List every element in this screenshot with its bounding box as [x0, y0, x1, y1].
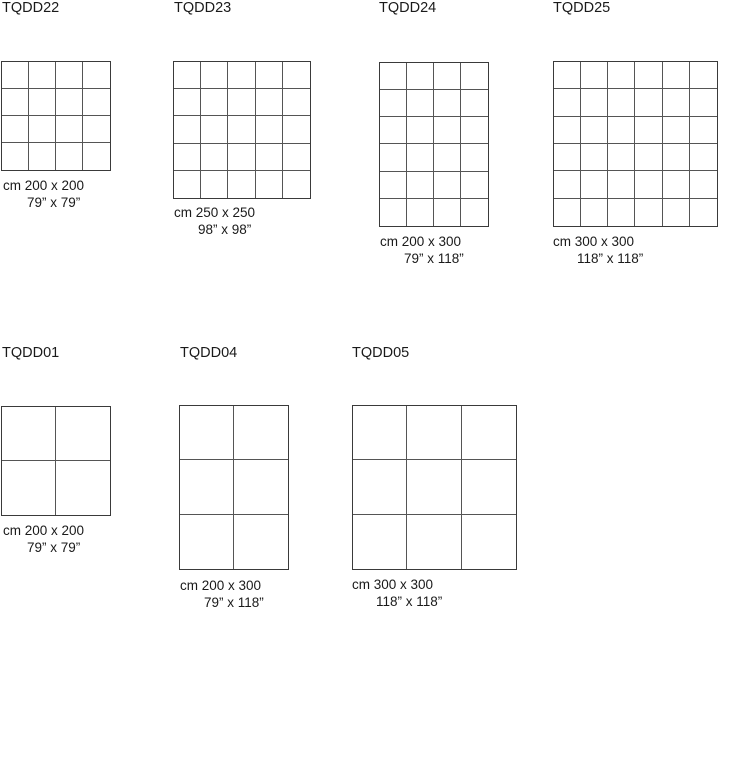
tile-cell — [663, 62, 690, 89]
dimensions-inches: 79” x 79” — [27, 195, 81, 210]
tile-cell — [407, 63, 434, 90]
tile-cell — [180, 515, 234, 569]
tile-cell — [201, 116, 228, 143]
product-code: TQDD23 — [174, 0, 232, 16]
tile-cell — [581, 117, 608, 144]
tile-cell — [581, 199, 608, 226]
product-code: TQDD25 — [553, 0, 611, 16]
tile-cell — [434, 90, 461, 117]
tile-cell — [174, 62, 201, 89]
tile-cell — [663, 144, 690, 171]
dimensions-inches: 79” x 118” — [404, 251, 464, 266]
tile-cell — [56, 62, 83, 89]
tile-cell — [608, 199, 635, 226]
tile-cell — [461, 172, 488, 199]
dimensions — [174, 204, 255, 238]
tile-cell — [461, 144, 488, 171]
tile-cell — [2, 62, 29, 89]
product-code: TQDD22 — [2, 0, 60, 16]
tile-cell — [83, 89, 110, 116]
tile-cell — [283, 171, 310, 198]
dimensions — [380, 233, 464, 267]
dimensions-cm: cm 200 x 300 — [380, 234, 462, 249]
dimensions-cm: cm 250 x 250 — [174, 205, 256, 220]
tile-cell — [635, 199, 662, 226]
tile-cell — [29, 143, 56, 170]
tile-cell — [2, 116, 29, 143]
dimensions-cm: cm 300 x 300 — [352, 577, 434, 592]
tile-cell — [83, 143, 110, 170]
tile-cell — [29, 89, 56, 116]
tile-cell — [283, 116, 310, 143]
tile-cell — [380, 63, 407, 90]
tile-cell — [407, 90, 434, 117]
tile-cell — [462, 406, 516, 460]
tile-cell — [201, 89, 228, 116]
tile-cell — [407, 460, 461, 514]
tile-cell — [380, 117, 407, 144]
tile-cell — [434, 172, 461, 199]
tile-cell — [228, 89, 255, 116]
tile-cell — [635, 144, 662, 171]
tile-grid — [553, 61, 718, 227]
tile-cell — [407, 172, 434, 199]
tile-cell — [174, 89, 201, 116]
tile-cell — [56, 407, 110, 461]
tile-cell — [2, 89, 29, 116]
tile-cell — [407, 144, 434, 171]
tile-cell — [174, 116, 201, 143]
product-code: TQDD04 — [180, 345, 238, 361]
tile-cell — [256, 171, 283, 198]
tile-cell — [234, 460, 288, 514]
dimensions-cm: cm 200 x 200 — [3, 523, 85, 538]
tile-cell — [461, 90, 488, 117]
tile-cell — [2, 461, 56, 515]
tile-cell — [234, 406, 288, 460]
tile-cell — [380, 199, 407, 226]
tile-cell — [201, 171, 228, 198]
tile-cell — [554, 89, 581, 116]
tile-cell — [29, 116, 56, 143]
tile-cell — [663, 199, 690, 226]
tile-cell — [56, 89, 83, 116]
tile-cell — [554, 62, 581, 89]
tile-cell — [180, 406, 234, 460]
tile-cell — [174, 144, 201, 171]
tile-grid — [1, 61, 111, 171]
tile-cell — [462, 515, 516, 569]
tile-cell — [461, 63, 488, 90]
tile-cell — [608, 62, 635, 89]
dimensions-inches: 118” x 118” — [376, 594, 443, 609]
tile-cell — [690, 144, 717, 171]
product-code: TQDD05 — [352, 345, 410, 361]
tile-cell — [690, 62, 717, 89]
tile-cell — [380, 144, 407, 171]
tile-cell — [608, 117, 635, 144]
tile-cell — [353, 460, 407, 514]
tile-cell — [228, 116, 255, 143]
tile-cell — [635, 62, 662, 89]
tile-cell — [407, 117, 434, 144]
tile-cell — [608, 171, 635, 198]
dimensions-inches: 79” x 118” — [204, 595, 264, 610]
tile-cell — [690, 171, 717, 198]
tile-cell — [462, 460, 516, 514]
tile-cell — [256, 116, 283, 143]
tile-cell — [461, 117, 488, 144]
tile-cell — [380, 172, 407, 199]
tile-cell — [228, 171, 255, 198]
tile-cell — [353, 515, 407, 569]
tile-cell — [201, 62, 228, 89]
tile-cell — [581, 144, 608, 171]
tile-cell — [56, 116, 83, 143]
tile-grid — [173, 61, 311, 199]
tile-cell — [635, 117, 662, 144]
tile-cell — [690, 89, 717, 116]
tile-cell — [434, 63, 461, 90]
tile-cell — [2, 407, 56, 461]
tile-grid — [1, 406, 111, 516]
tile-cell — [56, 143, 83, 170]
tile-grid — [352, 405, 517, 570]
tile-cell — [256, 62, 283, 89]
tile-cell — [83, 62, 110, 89]
dimensions-inches: 118” x 118” — [577, 251, 644, 266]
tile-cell — [83, 116, 110, 143]
tile-cell — [663, 171, 690, 198]
tile-cell — [174, 171, 201, 198]
tile-cell — [180, 460, 234, 514]
tile-cell — [434, 199, 461, 226]
tile-cell — [461, 199, 488, 226]
dimensions-cm: cm 300 x 300 — [553, 234, 635, 249]
tile-cell — [608, 144, 635, 171]
product-code: TQDD01 — [2, 345, 60, 361]
dimensions — [3, 522, 84, 556]
tile-cell — [434, 117, 461, 144]
tile-cell — [380, 90, 407, 117]
tile-cell — [283, 144, 310, 171]
tile-cell — [407, 406, 461, 460]
tile-cell — [201, 144, 228, 171]
dimensions-inches: 79” x 79” — [27, 540, 81, 555]
dimensions — [3, 177, 84, 211]
tile-cell — [256, 144, 283, 171]
tile-cell — [608, 89, 635, 116]
tile-cell — [554, 117, 581, 144]
tile-cell — [56, 461, 110, 515]
tile-grid — [379, 62, 489, 227]
product-code: TQDD24 — [379, 0, 437, 16]
tile-cell — [283, 62, 310, 89]
tile-cell — [434, 144, 461, 171]
tile-cell — [663, 89, 690, 116]
dimensions-cm: cm 200 x 200 — [3, 178, 85, 193]
tile-cell — [228, 144, 255, 171]
tile-cell — [690, 117, 717, 144]
tile-cell — [690, 199, 717, 226]
tile-cell — [554, 171, 581, 198]
tile-cell — [228, 62, 255, 89]
tile-cell — [635, 171, 662, 198]
tile-cell — [353, 406, 407, 460]
dimensions-inches: 98” x 98” — [198, 222, 252, 237]
tile-cell — [2, 143, 29, 170]
tile-cell — [663, 117, 690, 144]
tile-cell — [234, 515, 288, 569]
tile-cell — [256, 89, 283, 116]
tile-grid — [179, 405, 289, 570]
tile-cell — [581, 171, 608, 198]
tile-cell — [635, 89, 662, 116]
dimensions-cm: cm 200 x 300 — [180, 578, 262, 593]
tile-cell — [554, 199, 581, 226]
dimensions — [553, 233, 643, 267]
tile-cell — [29, 62, 56, 89]
tile-cell — [407, 515, 461, 569]
dimensions — [180, 577, 264, 611]
dimensions — [352, 576, 442, 610]
tile-cell — [581, 89, 608, 116]
tile-cell — [283, 89, 310, 116]
tile-cell — [554, 144, 581, 171]
tile-cell — [581, 62, 608, 89]
tile-cell — [407, 199, 434, 226]
